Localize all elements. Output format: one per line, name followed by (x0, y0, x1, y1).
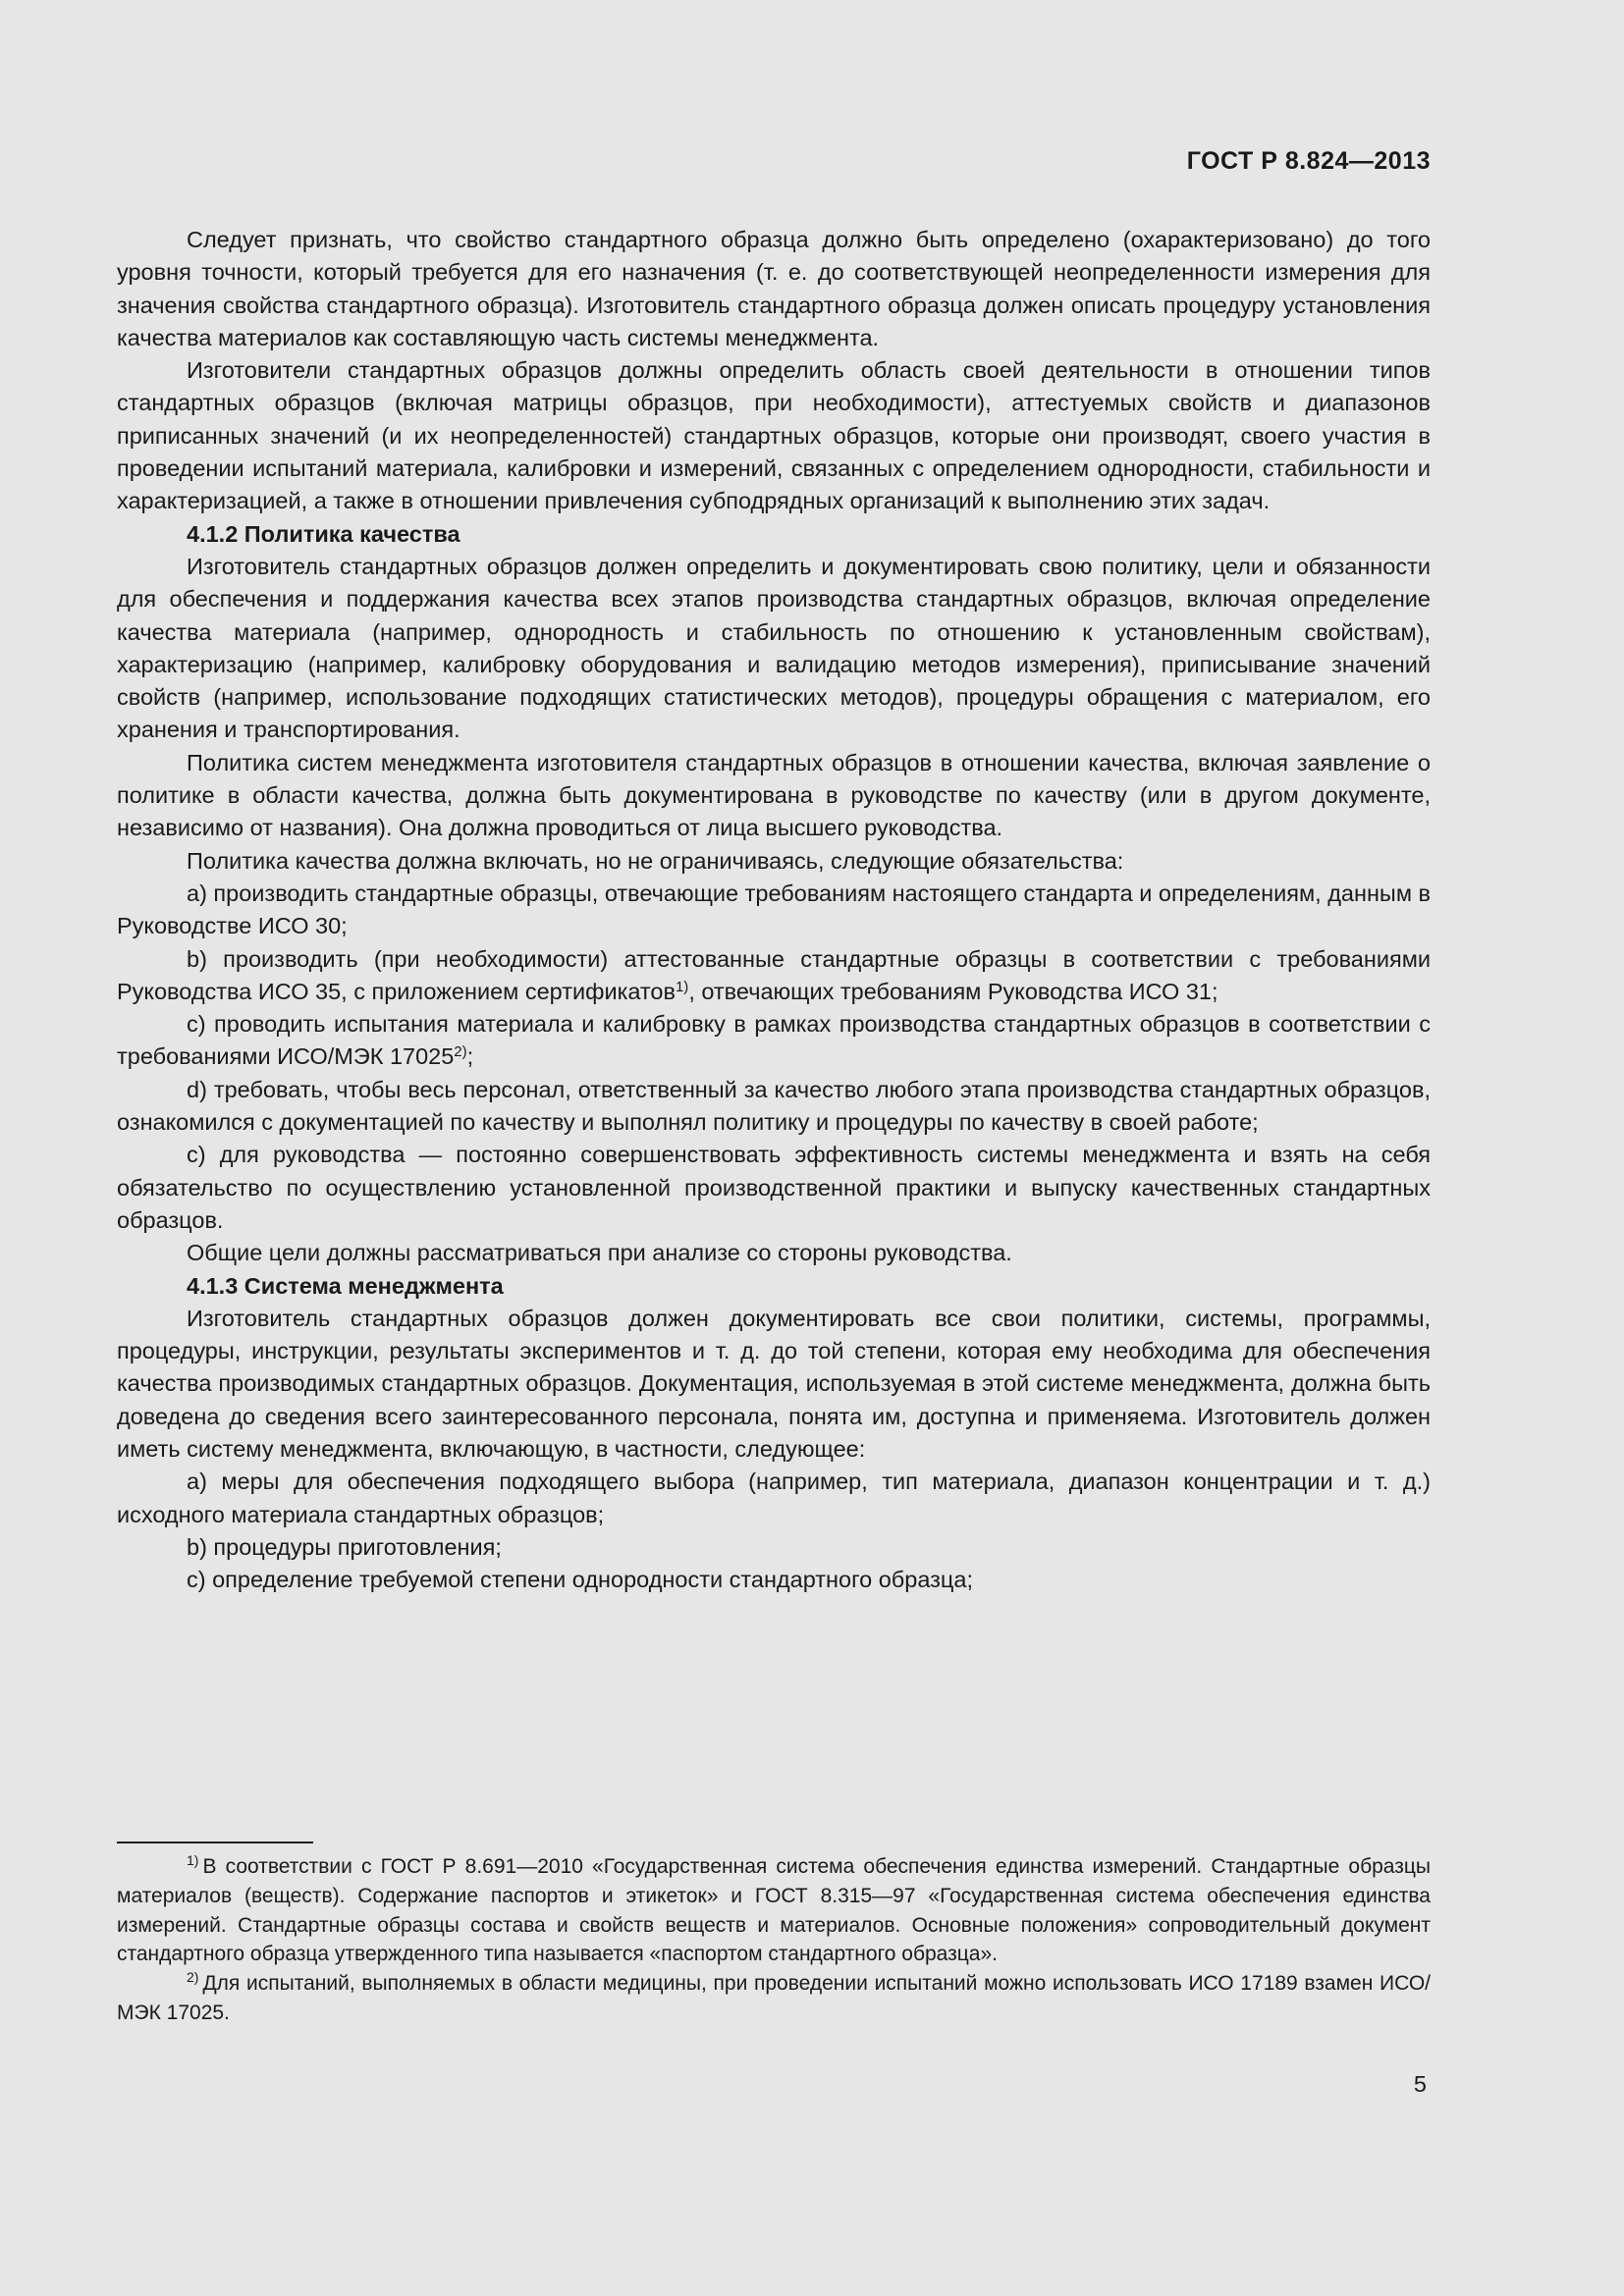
footnote-2 (117, 1969, 1431, 2028)
page-number: 5 (1413, 2071, 1427, 2097)
paragraph-management-policy: Политика систем менеджмента изготовителя стандартных образцов в отношении качества, включая заявление о политике в области качества, должна быть документирована в руководстве по качеству (или в другом документе, независимо от названия). Она должна проводиться от лица высшего руководства. (117, 749, 1431, 841)
list-item-c-text-end: ; (466, 1043, 474, 1070)
footnote-2-mark: 2) (187, 1969, 199, 1986)
footnote-separator (117, 1842, 313, 1843)
list-item-b-text: b) производить (при необходимости) аттестованные стандартные образцы в соответствии с требованиями Руководства ИСО 35, с приложением сертификатов (117, 945, 1431, 1004)
paragraph-general-goals: Общие цели должны рассматриваться при анализе со стороны руководства. (187, 1240, 1012, 1266)
document-header-id: ГОСТ Р 8.824—2013 (1186, 147, 1431, 175)
list-item-b (117, 943, 1431, 1009)
list-item-c (117, 1008, 1431, 1074)
footnote-2-text: Для испытаний, выполняемых в области медицины, при проведении испытаний можно использовать ИСО 17189 взамен ИСО/МЭК 17025. (117, 1972, 1431, 2024)
footnote-1-mark: 1) (187, 1852, 199, 1868)
list-item-a: a) производить стандартные образцы, отвечающие требованиям настоящего стандарта и определениям, данным в Руководстве ИСО 30; (117, 880, 1431, 939)
list-item-d: d) требовать, чтобы весь персонал, ответственный за качество любого этапа производства стандартных образцов, ознакомился с документацией по качеству и выполнял политику и процедуры по качеству в своей работе; (117, 1076, 1431, 1136)
paragraph-quality-definition: Следует признать, что свойство стандартного образца должно быть определено (охарактеризовано) до того уровня точности, который требуется для его назначения (т. е. до соответствующей неопределенности измерения для значения свойства стандартного образца). Изготовитель стандартного образца должен описать процедуру установления качества материалов как составляющую часть системы менеджмента. (117, 227, 1431, 350)
list-item-b-text-end: , отвечающих требованиям Руководства ИСО 31; (688, 978, 1218, 1004)
list-item-e: c) для руководства — постоянно совершенствовать эффективность системы менеджмента и взять на себя обязательство по осуществлению установленной производственной практики и выпуску качественных стандартных образцов. (117, 1142, 1431, 1233)
footnote-ref-1[interactable]: 1) (675, 978, 689, 995)
management-list-item-c: c) определение требуемой степени однородности стандартного образца; (187, 1567, 973, 1593)
footnote-1-text: В соответствии с ГОСТ Р 8.691—2010 «Государственная система обеспечения единства измерений. Стандартные образцы материалов (веществ). Содержание паспортов и этикеток» и ГОСТ 8.315—97 «Государственная система обеспечения единства измерений. Стандартные образцы состава и свойств веществ и материалов. Основные положения» сопроводительный документ стандартного образца утвержденного типа называется «паспортом стандартного образца». (117, 1855, 1431, 1966)
paragraph-management-system: Изготовитель стандартных образцов должен документировать все свои политики, системы, программы, процедуры, инструкции, результаты экспериментов и т. д. до той степени, которая ему необходима для обеспечения качества производимых стандартных образцов. Документация, используемая в этой системе менеджмента, должна быть доведена до сведения всего заинтересованного персонала, понята им, доступна и применяема. Изготовитель должен иметь систему менеджмента, включающую, в частности, следующее: (117, 1305, 1431, 1462)
management-list-item-b: b) процедуры приготовления; (187, 1533, 502, 1560)
footnotes (117, 1852, 1431, 2028)
footnote-ref-2[interactable]: 2) (454, 1043, 467, 1061)
paragraph-quality-policy: Изготовитель стандартных образцов должен определить и документировать свою политику, цели и обязанности для обеспечения и поддержания качества всех этапов производства стандартных образцов, включая определение качества материала (например, однородность и стабильность по отношению к установленным свойствам), характеризацию (например, калибровку оборудования и валидацию методов измерения), приписывание значений свойств (например, использование подходящих статистических методов), процедуры обращения с материалом, его хранения и транспортирования. (117, 553, 1431, 743)
list-item-c-text: c) проводить испытания материала и калибровку в рамках производства стандартных образцов в соответствии с требованиями ИСО/МЭК 17025 (117, 1011, 1431, 1070)
paragraph-scope-of-activity: Изготовители стандартных образцов должны определить область своей деятельности в отношении типов стандартных образцов (включая матрицы образцов, при необходимости), аттестуемых свойств и диапазонов приписанных значений (и их неопределенностей) стандартных образцов, которые они производят, своего участия в проведении испытаний материала, калибровки и измерений, связанных с определением однородности, стабильности и характеризацией, а также в отношении привлечения субподрядных организаций к выполнению этих задач. (117, 357, 1431, 514)
section-heading-4-1-2: 4.1.2 Политика качества (187, 520, 460, 547)
paragraph-policy-obligations-intro: Политика качества должна включать, но не ограничиваясь, следующие обязательства: (187, 847, 1124, 874)
footnote-1 (117, 1852, 1431, 1969)
main-content (117, 224, 1431, 1596)
management-list-item-a: a) меры для обеспечения подходящего выбора (например, тип материала, диапазон концентрации и т. д.) исходного материала стандартных образцов; (117, 1468, 1431, 1527)
section-heading-4-1-3: 4.1.3 Система менеджмента (187, 1272, 504, 1299)
